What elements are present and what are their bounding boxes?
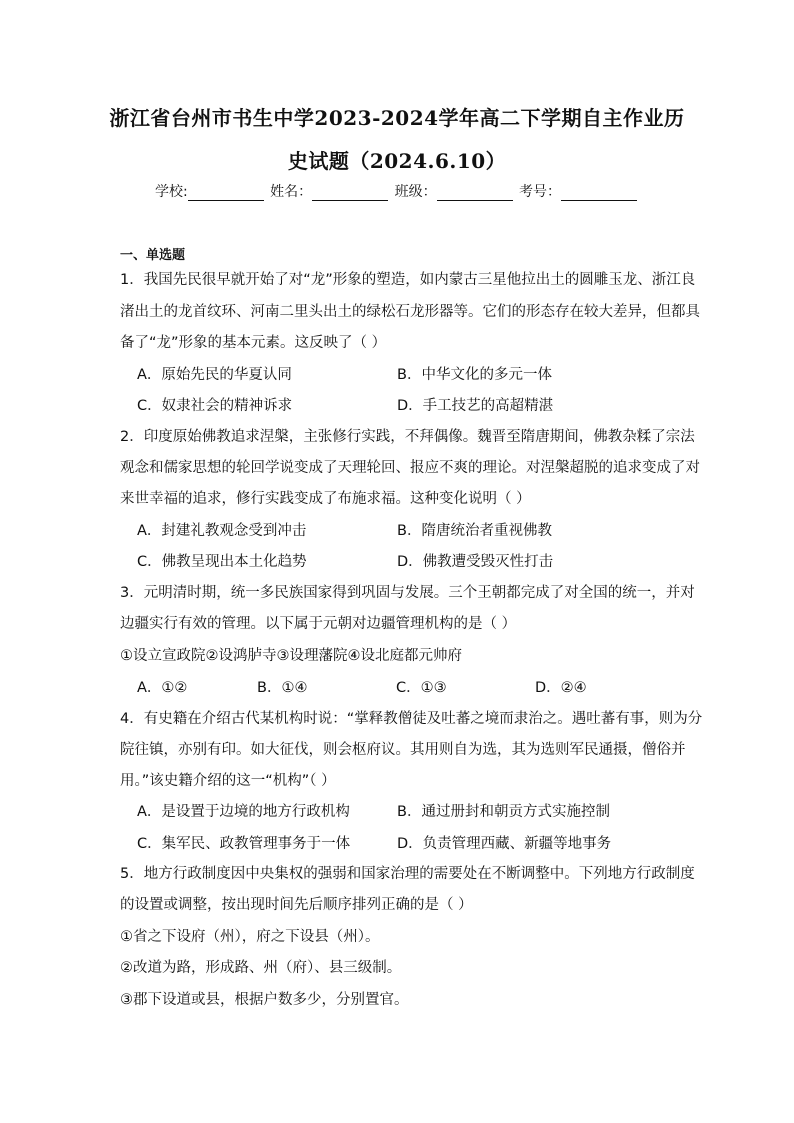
q4-stem-line-3: 用。”该史籍介绍的这一“机构”（ ） bbox=[120, 773, 336, 789]
q4-stem-line-1: 4．有史籍在介绍古代某机构时说：“掌释教僧徒及吐蕃之境而隶治之。遇吐蕃有事，则为分 bbox=[120, 711, 703, 727]
q5-item-3: ③郡下设道或县，根据户数多少，分别置官。 bbox=[120, 992, 409, 1008]
school-label: 学校: bbox=[154, 184, 188, 200]
q1-stem-line-1: 1．我国先民很早就开始了对“龙”形象的塑造，如内蒙古三星他拉出土的圆雕玉龙、浙江良 bbox=[120, 272, 696, 288]
exam-number-label: 考号： bbox=[519, 184, 562, 200]
class-label: 班级： bbox=[394, 184, 437, 200]
q2-option-a[interactable]: A．封建礼教观念受到冲击 bbox=[137, 523, 307, 539]
q4-option-b[interactable]: B．通过册封和朝贡方式实施控制 bbox=[397, 804, 610, 820]
q2-option-c[interactable]: C．佛教呈现出本土化趋势 bbox=[137, 554, 307, 570]
q4-option-d[interactable]: D．负责管理西藏、新疆等地事务 bbox=[397, 836, 612, 852]
exam-number-blank[interactable] bbox=[561, 186, 637, 201]
section-title: 一、单选题 bbox=[120, 248, 186, 263]
q1-stem-line-3: 备了“龙”形象的基本元素。这反映了（ ） bbox=[120, 335, 387, 351]
q2-option-d[interactable]: D．佛教遭受毁灭性打击 bbox=[397, 554, 554, 570]
q2-option-b[interactable]: B．隋唐统治者重视佛教 bbox=[397, 523, 552, 539]
q4-option-a[interactable]: A．是设置于边境的地方行政机构 bbox=[137, 804, 350, 820]
q3-stem-line-2: 边疆实行有效的管理。以下属于元朝对边疆管理机构的是（ ） bbox=[120, 616, 517, 632]
q1-option-d[interactable]: D．手工技艺的高超精湛 bbox=[397, 398, 554, 414]
exam-title-line-2: 史试题（2024.6.10） bbox=[287, 149, 507, 173]
q5-stem-line-2: 的设置或调整，按出现时间先后顺序排列正确的是（ ） bbox=[120, 897, 473, 913]
q3-option-d[interactable]: D．②④ bbox=[535, 680, 587, 696]
q3-stem-line-1: 3．元明清时期，统一多民族国家得到巩固与发展。三个王朝都完成了对全国的统一，并对 bbox=[120, 585, 695, 601]
q5-stem-line-1: 5．地方行政制度因中央集权的强弱和国家治理的需要处在不断调整中。下列地方行政制度 bbox=[120, 866, 695, 882]
exam-title-line-1: 浙江省台州市书生中学2023-2024学年高二下学期自主作业历 bbox=[109, 106, 685, 130]
q2-stem-line-2: 观念和儒家思想的轮回学说变成了天理轮回、报应不爽的理论。对涅槃超脱的追求变成了对 bbox=[120, 460, 700, 476]
class-blank[interactable] bbox=[437, 186, 513, 201]
q3-stem-line-3: ①设立宣政院②设鸿胪寺③设理藩院④设北庭都元帅府 bbox=[120, 648, 462, 664]
q4-option-c[interactable]: C．集军民、政教管理事务于一体 bbox=[137, 836, 351, 852]
q2-stem-line-1: 2．印度原始佛教追求涅槃，主张修行实践，不拜偶像。魏晋至隋唐期间，佛教杂糅了宗法 bbox=[120, 429, 695, 445]
q2-stem-line-3: 来世幸福的追求，修行实践变成了布施求福。这种变化说明（ ） bbox=[120, 491, 531, 507]
q5-item-1: ①省之下设府（州），府之下设县（州）。 bbox=[120, 929, 380, 945]
q5-item-2: ②改道为路，形成路、州（府）、县三级制。 bbox=[120, 960, 402, 976]
q1-option-a[interactable]: A．原始先民的华夏认同 bbox=[137, 367, 292, 383]
name-blank[interactable] bbox=[312, 186, 388, 201]
student-info-row bbox=[0, 181, 794, 201]
q4-stem-line-2: 院往镇，亦别有印。如大征伐，则会枢府议。其用则自为选，其为选则军民通摄，僧俗并 bbox=[120, 742, 686, 758]
q1-stem-line-2: 渚出土的龙首纹环、河南二里头出土的绿松石龙形器等。它们的形态存在较大差异，但都具 bbox=[120, 304, 700, 320]
q3-option-a[interactable]: A．①② bbox=[137, 680, 188, 696]
q1-option-c[interactable]: C．奴隶社会的精神诉求 bbox=[137, 398, 293, 414]
school-blank[interactable] bbox=[188, 186, 264, 201]
q3-option-b[interactable]: B．①④ bbox=[257, 680, 308, 696]
name-label: 姓名： bbox=[270, 184, 313, 200]
q1-option-b[interactable]: B．中华文化的多元一体 bbox=[397, 367, 552, 383]
q3-option-c[interactable]: C．①③ bbox=[396, 680, 447, 696]
